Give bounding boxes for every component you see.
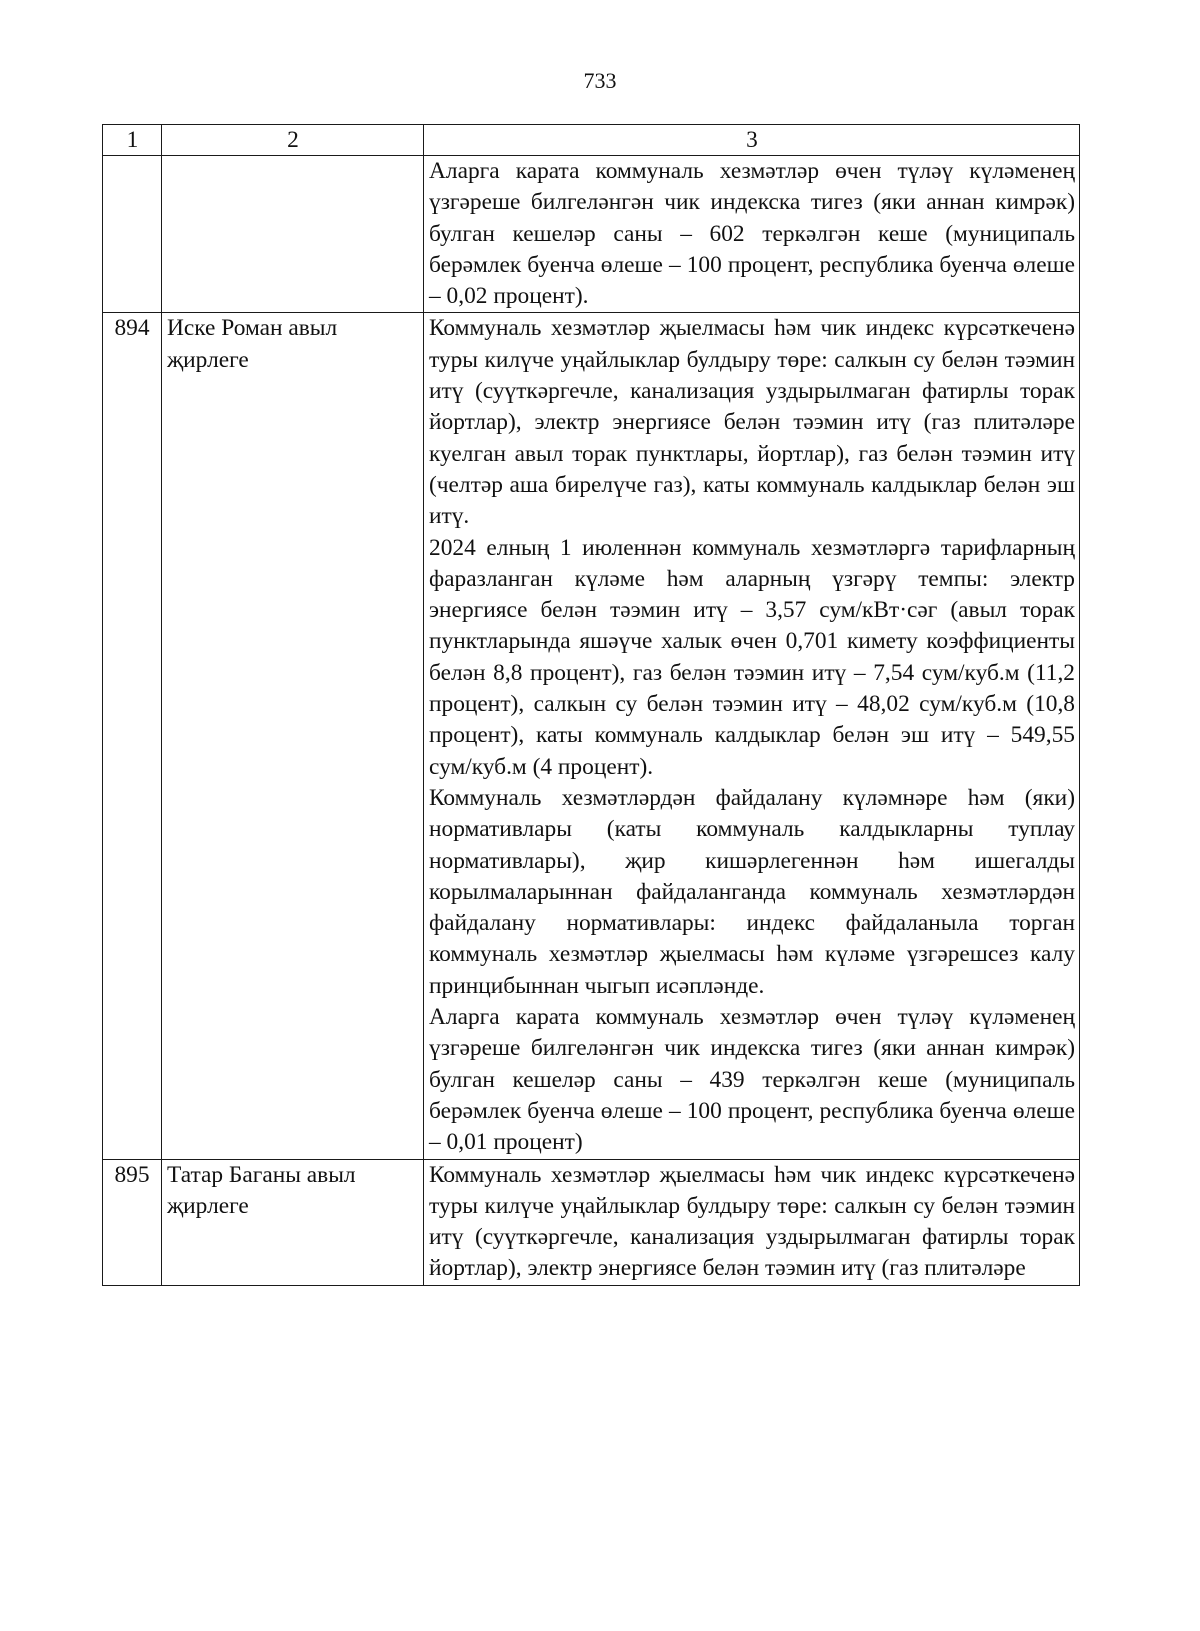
table-row	[103, 1159, 1080, 1285]
description-paragraph: Коммуналь хезмәтләр җыелмасы һәм чик индекс күрсәткеченә туры килүче уңайлыклар булдыру төре: салкын су белән тәэмин итү (суүткәргечле, канализация уздырылмаган фатирлы торак йортлар), электр энергиясе белән тәэмин итү (газ плитәләре	[429, 1161, 1075, 1282]
description-paragraph: 2024 елның 1 июленнән коммуналь хезмәтләргә тарифларның фаразланган күләме һәм аларның үзгәрү темпы: электр энергиясе белән тәэмин итү – 3,57 сум/кВт·сәг (авыл торак пунктларында яшәүче халык өчен 0,701 кимету коэффициенты белән 8,8 процент), газ белән тәэмин итү – 7,54 сум/куб.м (11,2 процент), салкын су белән тәэмин итү – 48,02 сум/куб.м (10,8 процент), каты коммуналь калдыклар белән эш итү – 549,55 сум/куб.м (4 процент).	[429, 534, 1075, 780]
row-description	[424, 156, 1080, 313]
row-number: 895	[103, 1159, 162, 1285]
row-number	[103, 156, 162, 313]
row-description	[424, 1159, 1080, 1285]
row-number: 894	[103, 313, 162, 1159]
municipal-tariff-table	[102, 124, 1080, 1286]
row-description	[424, 313, 1080, 1159]
description-paragraph: Аларга карата коммуналь хезмәтләр өчен түләү күләменең үзгәреше билгеләнгән чик индекска тигез (яки аннан кимрәк) булган кешеләр саны – 439 теркәлгән кеше (муниципаль берәмлек буенча өлеше – 100 процент, республика буенча өлеше – 0,01 процент)	[429, 1004, 1075, 1156]
description-paragraph: Коммуналь хезмәтләрдән файдалану күләмнәре һәм (яки) нормативлары (каты коммуналь калдыкларны туплау нормативлары), җир кишәрлегеннән һәм ишегалды корылмаларыннан файдаланганда коммуналь хезмәтләрдән файдалану нормативлары: индекс файдаланыла торган коммуналь хезмәтләр җыелмасы һәм күләме үзгәрешсез калу принцибыннан чыгып исәпләнде.	[429, 784, 1075, 999]
settlement-name: Иске Роман авыл җирлеге	[162, 313, 424, 1159]
table-header-row	[103, 125, 1080, 156]
column-header-2: 2	[162, 125, 424, 156]
table-row	[103, 313, 1080, 1159]
description-paragraph: Коммуналь хезмәтләр җыелмасы һәм чик индекс күрсәткеченә туры килүче уңайлыклар булдыру төре: салкын су белән тәэмин итү (суүткәргечле, канализация уздырылмаган фатирлы торак йортлар), электр энергиясе белән тәэмин итү (газ плитәләре куелган авыл торак пунктлары, йортлар), газ белән тәэмин итү (челтәр аша бирелүче газ), каты коммуналь калдыклар белән эш итү.	[429, 315, 1075, 530]
description-paragraph: Аларга карата коммуналь хезмәтләр өчен түләү күләменең үзгәреше билгеләнгән чик индекска тигез (яки аннан кимрәк) булган кешеләр саны – 602 теркәлгән кеше (муниципаль берәмлек буенча өлеше – 100 процент, республика буенча өлеше – 0,02 процент).	[429, 158, 1075, 310]
column-header-1: 1	[103, 125, 162, 156]
settlement-name	[162, 156, 424, 313]
table-row	[103, 156, 1080, 313]
page-number: 733	[583, 68, 617, 93]
column-header-3: 3	[424, 125, 1080, 156]
settlement-name: Татар Баганы авыл җирлеге	[162, 1159, 424, 1285]
